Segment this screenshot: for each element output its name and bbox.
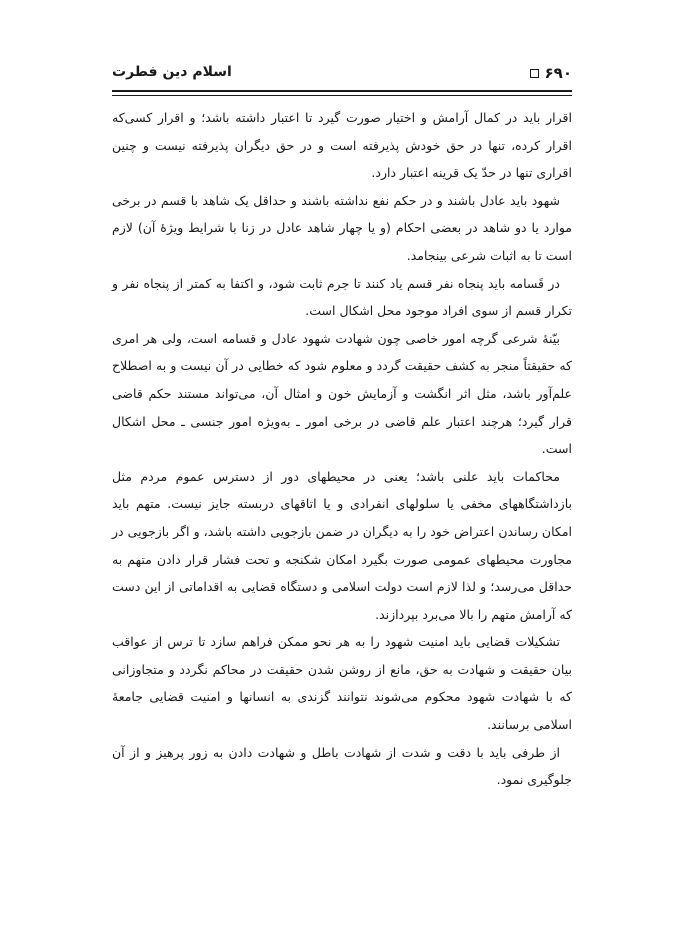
header-rule-thick (112, 90, 572, 92)
page-number: ۶۹۰ (544, 64, 572, 82)
page-number-block (530, 64, 572, 82)
paragraph-6: تشکیلات قضایی باید امنیت شهود را به هر نحو ممکن فراهم سازد تا ترس از عواقب بیان حقیقت و شهادت به حق، مانع از روشن شدن حقیقت در محاکم نگردد و متجاوزانی که با شهادت شهود محکوم می‌شوند نتوانند گزندی به انسانها و امنیت قضایی جامعهٔ اسلامی برسانند. (112, 634, 572, 733)
paragraph-2: شهود باید عادل باشند و در حکم نفع نداشته باشند و حداقل یک شاهد با قسم در برخی موارد یا دو شاهد در بعضی احکام (و یا چهار شاهد عادل در زنا با شرایط ویژهٔ آن) لازم است تا به اثبات شرعی بینجامد. (112, 192, 572, 263)
paragraph-7: از طرفی باید با دقت و شدت از شهادت باطل و شهادت دادن به زور پرهیز و از آن جلوگیری نمود. (112, 744, 572, 788)
page-body (112, 104, 572, 794)
running-title: اسلام دین فطرت (112, 64, 232, 80)
square-bullet-icon (530, 69, 539, 78)
page-header (112, 60, 572, 90)
paragraph-1: اقرار باید در کمال آرامش و اختیار صورت گیرد تا اعتبار داشته باشد؛ و اقرار کسی‌که اقرار کرده، تنها در حق خودش پذیرفته است و در حق دیگران پذیرفته نیست و چنین اقراری تنها در حدّ یک قرینه اعتبار دارد. (112, 110, 572, 181)
paragraph-5: محاکمات باید علنی باشد؛ یعنی در محیطهای دور از دسترس عموم مردم مثل بازداشتگاههای مخفی یا سلولهای انفرادی و یا اتاقهای دربسته جایز نیست. متهم باید امکان رساندن اعتراض خود را به دیگران در ضمن بازجویی داشته باشد، و اگر بازجویی در مجاورت محیطهای عمومی صورت بگیرد امکان شکنجه و تحت فشار قرار دادن متهم به حداقل می‌رسد؛ و لذا لازم است دولت اسلامی و دستگاه قضایی به اقداماتی از این دست که آرامش متهم را بالا می‌برد بپردازند. (112, 468, 572, 622)
paragraph-4: بیّنهٔ شرعی گرچه امور خاصی چون شهادت شهود عادل و قسامه است، ولی هر امری که حقیقتاً منجر به کشف حقیقت گردد و معلوم شود که خطایی در آن نیست و به اصطلاح علم‌آور باشد، مثل اثر انگشت و آزمایش خون و امثال آن، می‌تواند مستند حکم قاضی قرار گیرد؛ هرچند اعتبار علم قاضی در برخی امور ـ به‌ویژه امور جنسی ـ محل اشکال است. (112, 330, 572, 457)
header-rule-thin (112, 95, 572, 96)
paragraph-3: در قَسامه باید پنجاه نفر قسم یاد کنند تا جرم ثابت شود، و اکتفا به کمتر از پنجاه نفر و تکرار قسم از سوی افراد موجود محل اشکال است. (112, 275, 572, 319)
